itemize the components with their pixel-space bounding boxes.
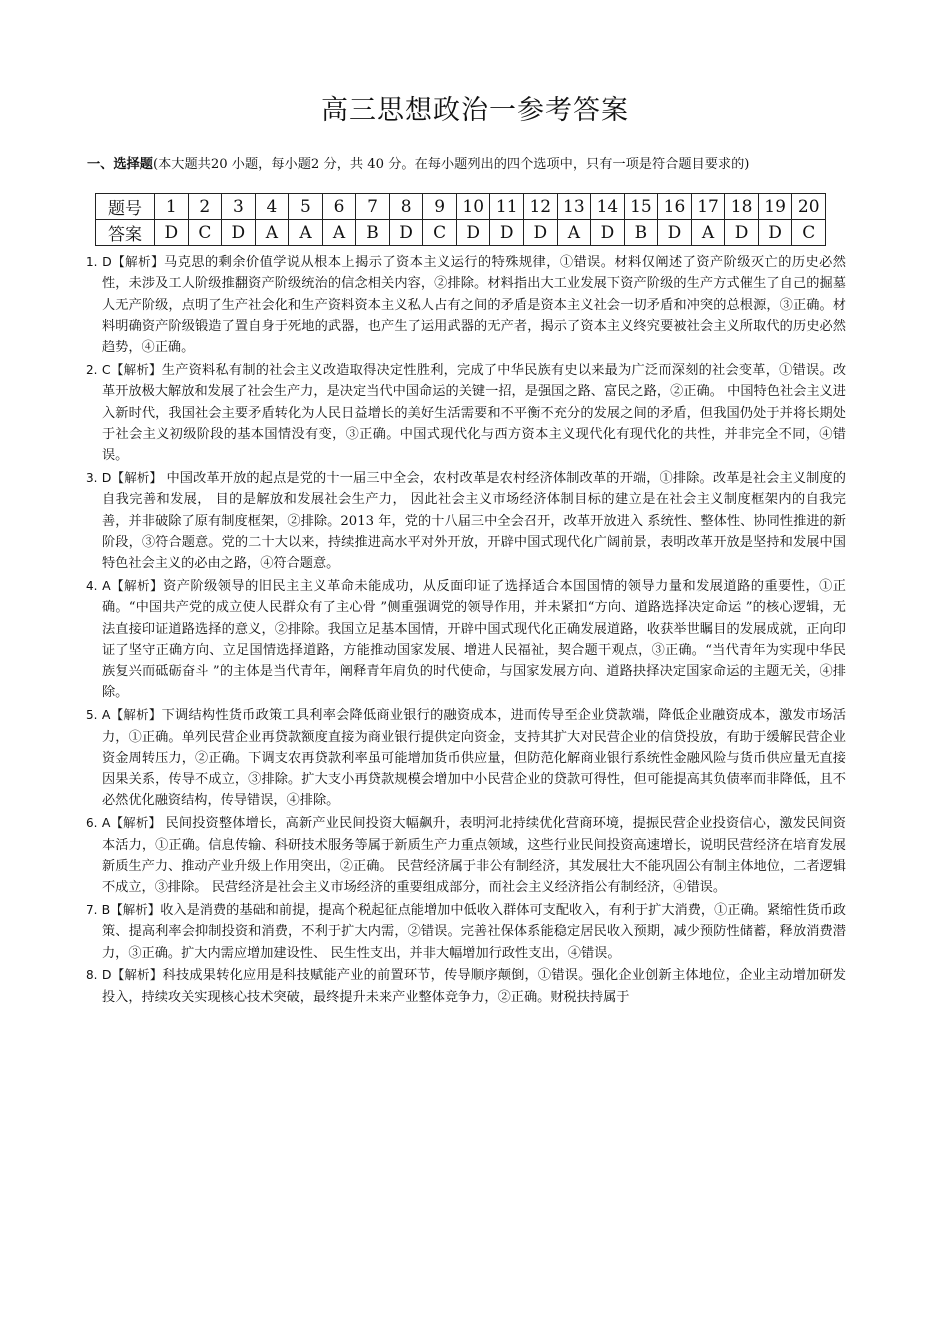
question-number-cell: 10 (456, 194, 490, 220)
item-number: 6. (86, 816, 98, 831)
explanation-item (86, 251, 846, 358)
explanation-list (86, 251, 846, 1008)
explanation-text: 马克思的剩余价值学说从根本上揭示了资本主义运行的特殊规律，①错误。材料仅阐述了资产阶级灭亡的历史必然性，未涉及工人阶级推翻资产阶级统治的信念相关内容，②排除。材料指出大工业发展下资产阶级的生产方式催生了自己的掘墓人无产阶级，点明了生产社会化和生产资料资本主义私人占有之间的矛盾是资本主义社会一切矛盾和冲突的总根源，③正确。材料明确资产阶级锻造了置自身于死地的武器，也产生了运用武器的无产者，揭示了资本主义终究要被社会主义所取代的历史必然趋势，④正确。 (102, 255, 846, 356)
answer-cell: D (524, 220, 558, 246)
item-number: 1. (86, 255, 98, 269)
answer-cell: C (792, 220, 826, 246)
answer-cell: A (557, 220, 591, 246)
explanation-text: 科技成果转化应用是科技赋能产业的前置环节，传导顺序颠倒，①错误。强化企业创新主体地位，企业主动增加研发投入，持续攻关实现核心技术突破，最终提升未来产业整体竞争力，②正确。财税扶持属于 (102, 968, 846, 1005)
explanation-item (86, 704, 846, 811)
question-number-cell: 9 (423, 194, 457, 220)
section-intro (87, 155, 847, 174)
explanation-item (86, 467, 846, 574)
answer-cell: D (456, 220, 490, 246)
answer-cell: A (289, 220, 323, 246)
explanation-item (86, 899, 846, 964)
question-number-cell: 11 (490, 194, 524, 220)
question-number-cell: 19 (758, 194, 792, 220)
question-number-cell: 17 (691, 194, 725, 220)
question-number-cell: 14 (591, 194, 625, 220)
explanation-item (86, 812, 846, 898)
explanation-item (86, 359, 846, 466)
answer-cell: C (423, 220, 457, 246)
question-number-cell: 13 (557, 194, 591, 220)
question-number-cell: 7 (356, 194, 390, 220)
item-number: 8. (86, 968, 98, 983)
item-number: 5. (86, 708, 98, 723)
explanation-item (86, 575, 846, 704)
explanation-text: 收入是消费的基础和前提，提高个税起征点能增加中低收入群体可支配收入，有利于扩大消费，①正确。紧缩性货币政策、提高利率会抑制投资和消费，不利于扩大内需，②错误。完善社保体系能稳定居民收入预期，减少预防性储蓄，释放消费潜力，③正确。扩大内需应增加建设性、 民生性支出，并非大幅增加行政性支出，④错误。 (102, 902, 846, 961)
answer-row (96, 220, 826, 246)
answer-cell: D (591, 220, 625, 246)
section-heading: 一、选择题 (87, 157, 153, 172)
explanation-text: 民间投资整体增长，高新产业民间投资大幅飙升，表明河北持续优化营商环境，提振民营企业投资信心，激发民间资本活力，①正确。信息传输、科研技术服务等属于新质生产力重点领域，这些行业民间投资高速增长，说明民营经济在培育发展新质生产力、推动产业升级上作用突出，②正确。 民营经济属于非公有制经济，其发展壮大不能巩固公有制主体地位，二者逻辑不成立，③排除。 民营经济是社会主义市场经济的重要组成部分，而社会主义经济指公有制经济，④错误。 (102, 816, 846, 896)
row-header-answer: 答案 (96, 220, 155, 246)
answer-cell: D (658, 220, 692, 246)
explanation-text: 生产资料私有制的社会主义改造取得决定性胜利，完成了中华民族有史以来最为广泛而深刻的社会变革，①错误。改革开放极大解放和发展了社会生产力，是决定当代中国命运的关键一招，是强国之路、富民之路，②正确。 中国特色社会主义进入新时代，我国社会主要矛盾转化为人民日益增长的美好生活需要和不平衡不充分的发展之间的矛盾，但我国仍处于并将长期处于社会主义初级阶段的基本国情没有变，③正确。中国式现代化与西方资本主义现代化有现代化的共性，并非完全不同，④错误。 (102, 362, 847, 464)
answer-cell: D (490, 220, 524, 246)
explanation-text: 中国改革开放的起点是党的十一届三中全会，农村改革是农村经济体制改革的开端，①排除。改革是社会主义制度的自我完善和发展， 目的是解放和发展社会生产力， 因此社会主义市场经济体制目标的建立是在社会主义制度框架内的自我完善，并非破除了原有制度框架，②排除。2013 年，党的十八届三中全会召开，改革开放进入 系统性、整体性、协同性推进的新阶段，③符合题意。党的二十大以来，持续推进高水平对外开放，开辟中国式现代化广阔前景，表明改革开放是坚持和发展中国特色社会主义的必由之路，④符合题意。 (102, 470, 846, 572)
answer-tag: D【解析】 (102, 254, 165, 269)
explanation-text: 下调结构性货币政策工具利率会降低商业银行的融资成本，进而传导至企业贷款端，降低企业融资成本，激发市场活力，①正确。单列民营企业再贷款额度直接为商业银行提供定向资金，支持其扩大对民营企业的信贷投放，有助于缓解民营企业资金周转压力，②正确。下调支农再贷款利率虽可能增加货币供应量，但防范化解商业银行系统性金融风险与货币供应量无直接因果关系，传导不成立，③排除。扩大支小再贷款规模会增加中小民营企业的贷款可得性，但可能提高其负债率而非降低，且不必然优化融资结构，传导错误，④排除。 (102, 708, 846, 809)
answer-tag: A【解析】 (101, 815, 162, 831)
answer-cell: A (255, 220, 289, 246)
question-number-cell: 3 (222, 194, 256, 220)
question-number-cell: 4 (255, 194, 289, 220)
answer-cell: D (222, 220, 256, 246)
answer-tag: A【解析】 (102, 577, 164, 593)
question-number-row (96, 194, 826, 220)
answer-cell: B (356, 220, 390, 246)
question-number-cell: 16 (658, 194, 692, 220)
question-number-cell: 6 (322, 194, 356, 220)
question-number-cell: 2 (188, 194, 222, 220)
answer-table (95, 193, 826, 246)
question-number-cell: 1 (155, 194, 189, 220)
answer-tag: B【解析】 (101, 901, 161, 917)
row-header-number: 题号 (96, 194, 155, 220)
answer-cell: B (624, 220, 658, 246)
question-number-cell: 12 (524, 194, 558, 220)
item-number: 7. (86, 902, 98, 917)
item-number: 4. (86, 578, 98, 593)
item-number: 3. (86, 470, 98, 485)
explanation-item (86, 964, 846, 1008)
item-number: 2. (86, 362, 98, 377)
answer-cell: D (725, 220, 759, 246)
answer-cell: C (188, 220, 222, 246)
answer-tag: D【解析】 (101, 469, 163, 485)
question-number-cell: 18 (725, 194, 759, 220)
explanation-text: 资产阶级领导的旧民主主义革命未能成功，从反面印证了选择适合本国国情的领导力量和发展道路的重要性，①正确。“中国共产党的成立使人民群众有了主心骨 ”侧重强调党的领导作用，并未紧扣“方向、道路选择决定命运 ”的核心逻辑，无法直接印证道路选择的意义，②排除。我国立足基本国情，开辟中国式现代化正确发展道路，收获举世瞩目的发展成就，正向印证了坚守正确方向、立足国情选择道路，方能推动国家发展、增进人民福祉，契合题干观点，③正确。“当代青年为实现中华民族复兴而砥砺奋斗 ”的主体是当代青年，阐释青年肩负的时代使命，与国家发展方向、道路抉择决定国家命运的主题无关，④排除。 (102, 578, 846, 701)
answer-tag: A【解析】 (101, 707, 162, 723)
question-number-cell: 5 (289, 194, 323, 220)
section-instructions: (本大题共20 小题，每小题2 分，共 40 分。在每小题列出的四个选项中，只有一项是符合题目要求的) (152, 157, 750, 172)
answer-cell: A (322, 220, 356, 246)
answer-cell: D (155, 220, 189, 246)
question-number-cell: 8 (389, 194, 423, 220)
question-number-cell: 15 (624, 194, 658, 220)
answer-cell: D (389, 220, 423, 246)
answer-cell: D (758, 220, 792, 246)
answer-tag: C【解析】 (101, 361, 162, 377)
answer-cell: A (691, 220, 725, 246)
question-number-cell: 20 (792, 194, 826, 220)
answer-tag: D【解析】 (101, 967, 163, 983)
page-title: 高三思想政治一参考答案 (321, 95, 629, 126)
